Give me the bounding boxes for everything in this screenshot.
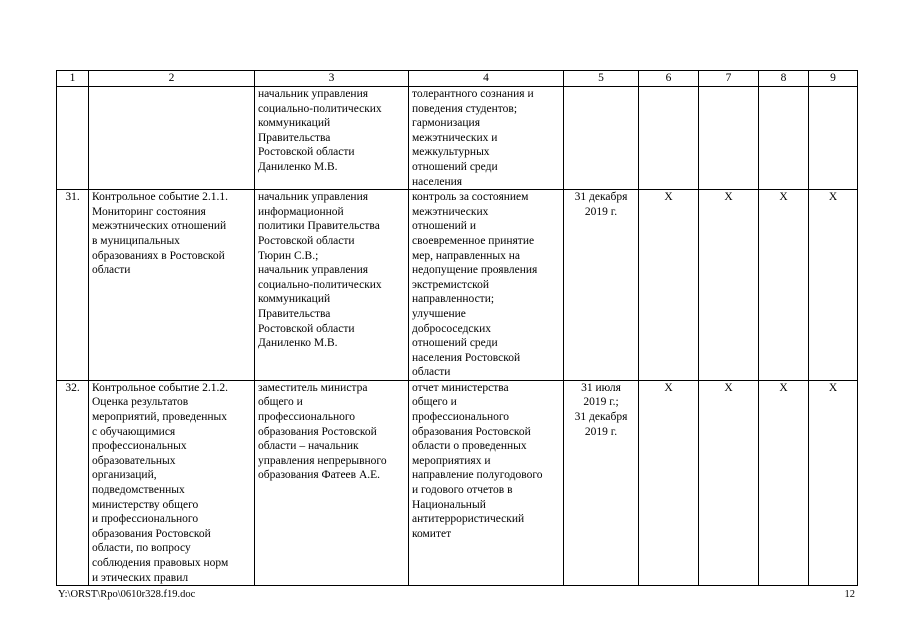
date-line: 2019 г.: [584, 425, 618, 438]
event-cell: [89, 87, 255, 190]
mark-cell: [639, 87, 699, 190]
mark-cell: Х: [639, 190, 699, 381]
header-cell: 7: [699, 71, 759, 87]
result-line: и годового отчетов в: [412, 484, 513, 497]
event-cell: [89, 380, 255, 585]
responsible-line: информационной: [258, 205, 344, 218]
header-cell: 8: [759, 71, 809, 87]
event-line: Контрольное событие 2.1.1.: [92, 191, 228, 204]
responsible-line: Правительства: [258, 307, 331, 320]
event-line: в муниципальных: [92, 234, 180, 247]
responsible-line: социально-политических: [258, 102, 382, 115]
event-line: с обучающимися: [92, 425, 176, 438]
event-line: области: [92, 264, 131, 277]
responsible-line: начальник управления: [258, 88, 369, 100]
result-line: межэтнических и: [412, 131, 498, 144]
result-line: своевременное принятие: [412, 234, 535, 247]
result-line: толерантного сознания и: [412, 88, 534, 100]
date-cell: [564, 190, 639, 381]
mark-cell: Х: [809, 190, 858, 381]
result-line: отношений среди: [412, 160, 498, 173]
responsible-line: начальник управления: [258, 191, 369, 204]
responsible-line: социально-политических: [258, 278, 382, 291]
result-line: недопущение проявления: [412, 264, 538, 277]
mark-cell: [759, 87, 809, 190]
event-line: образования Ростовской: [92, 527, 211, 540]
mark-cell: Х: [699, 190, 759, 381]
header-cell: 3: [255, 71, 409, 87]
mark-cell: Х: [809, 380, 858, 585]
date-line: 31 декабря: [574, 411, 628, 424]
table-row-continued: [57, 87, 858, 190]
result-line: населения Ростовской: [412, 351, 521, 364]
header-row: [57, 71, 858, 87]
mark-cell: [699, 87, 759, 190]
responsible-line: Ростовской области: [258, 322, 355, 335]
header-cell: 1: [57, 71, 89, 87]
result-cell: [409, 380, 564, 585]
result-line: направленности;: [412, 293, 495, 306]
header-cell: 6: [639, 71, 699, 87]
result-line: направление полугодового: [412, 469, 543, 482]
event-line: подведомственных: [92, 484, 185, 497]
responsible-line: Ростовской области: [258, 234, 355, 247]
date-line: 2019 г.: [584, 205, 618, 218]
result-line: комитет: [412, 527, 452, 540]
result-line: межкультурных: [412, 146, 490, 159]
date-line: 31 декабря: [574, 191, 628, 204]
result-line: отчет министерства: [412, 381, 509, 394]
plan-table: [56, 70, 858, 586]
header-cell: 9: [809, 71, 858, 87]
result-line: образования Ростовской: [412, 425, 531, 438]
date-line: 31 июля: [581, 381, 621, 394]
event-line: министерству общего: [92, 498, 199, 511]
responsible-line: области – начальник: [258, 440, 359, 453]
responsible-line: заместитель министра: [258, 381, 368, 394]
event-cell: [89, 190, 255, 381]
result-line: мер, направленных на: [412, 249, 521, 262]
event-line: Контрольное событие 2.1.2.: [92, 381, 228, 394]
event-line: Оценка результатов: [92, 396, 189, 409]
event-line: Мониторинг состояния: [92, 205, 206, 218]
footer-file-path: Y:\ORST\Rpo\0610r328.f19.doc: [58, 589, 196, 600]
responsible-line: профессионального: [258, 411, 356, 424]
result-line: населения: [412, 175, 463, 188]
responsible-line: начальник управления: [258, 264, 369, 277]
mark-cell: Х: [759, 380, 809, 585]
date-line: 2019 г.;: [583, 396, 619, 409]
responsible-line: образования Фатеев А.Е.: [258, 469, 381, 482]
responsible-line: общего и: [258, 396, 303, 409]
event-line: межэтнических отношений: [92, 220, 227, 233]
responsible-cell: [255, 380, 409, 585]
responsible-cell: [255, 190, 409, 381]
responsible-line: коммуникаций: [258, 117, 331, 130]
result-line: Национальный: [412, 498, 486, 511]
event-line: образовательных: [92, 454, 176, 467]
result-line: контроль за состоянием: [412, 191, 529, 204]
event-line: образованиях в Ростовской: [92, 249, 225, 262]
result-line: мероприятиях и: [412, 454, 491, 467]
page-number: 12: [844, 589, 855, 600]
table-row-31: [57, 190, 858, 381]
result-line: общего и: [412, 396, 457, 409]
responsible-line: Правительства: [258, 131, 331, 144]
responsible-line: управления непрерывного: [258, 454, 387, 467]
event-line: организаций,: [92, 469, 157, 482]
result-line: отношений среди: [412, 337, 498, 350]
mark-cell: Х: [699, 380, 759, 585]
result-cell: [409, 87, 564, 190]
num-cell: [57, 87, 89, 190]
result-cell: [409, 190, 564, 381]
result-line: улучшение: [412, 307, 466, 320]
num-cell: 32.: [57, 380, 89, 585]
header-cell: 2: [89, 71, 255, 87]
result-line: отношений и: [412, 220, 476, 233]
result-line: области о проведенных: [412, 440, 527, 453]
event-line: соблюдения правовых норм: [92, 557, 229, 569]
date-cell: [564, 87, 639, 190]
responsible-line: образования Ростовской: [258, 425, 377, 438]
responsible-line: Даниленко М.В.: [258, 337, 338, 350]
responsible-line: Даниленко М.В.: [258, 160, 338, 173]
result-line: гармонизация: [412, 117, 480, 130]
responsible-line: коммуникаций: [258, 293, 331, 306]
result-line: экстремистской: [412, 278, 490, 291]
result-line: области: [412, 366, 451, 379]
mark-cell: Х: [639, 380, 699, 585]
responsible-line: Тюрин С.В.;: [258, 249, 319, 262]
result-line: поведения студентов;: [412, 102, 518, 115]
num-cell: 31.: [57, 190, 89, 381]
result-line: добрососедских: [412, 322, 492, 335]
event-line: профессиональных: [92, 440, 187, 453]
event-line: и этических правил: [92, 571, 189, 584]
date-cell: [564, 380, 639, 585]
event-line: мероприятий, проведенных: [92, 411, 228, 424]
table-row-32: [57, 380, 858, 585]
event-line: области, по вопросу: [92, 542, 191, 555]
result-line: межэтнических: [412, 205, 489, 218]
header-cell: 4: [409, 71, 564, 87]
responsible-line: Ростовской области: [258, 146, 355, 159]
mark-cell: Х: [759, 190, 809, 381]
event-line: и профессионального: [92, 513, 199, 526]
responsible-cell: [255, 87, 409, 190]
result-line: профессионального: [412, 411, 510, 424]
responsible-line: политики Правительства: [258, 220, 380, 233]
result-line: антитеррористический: [412, 513, 525, 526]
header-cell: 5: [564, 71, 639, 87]
mark-cell: [809, 87, 858, 190]
